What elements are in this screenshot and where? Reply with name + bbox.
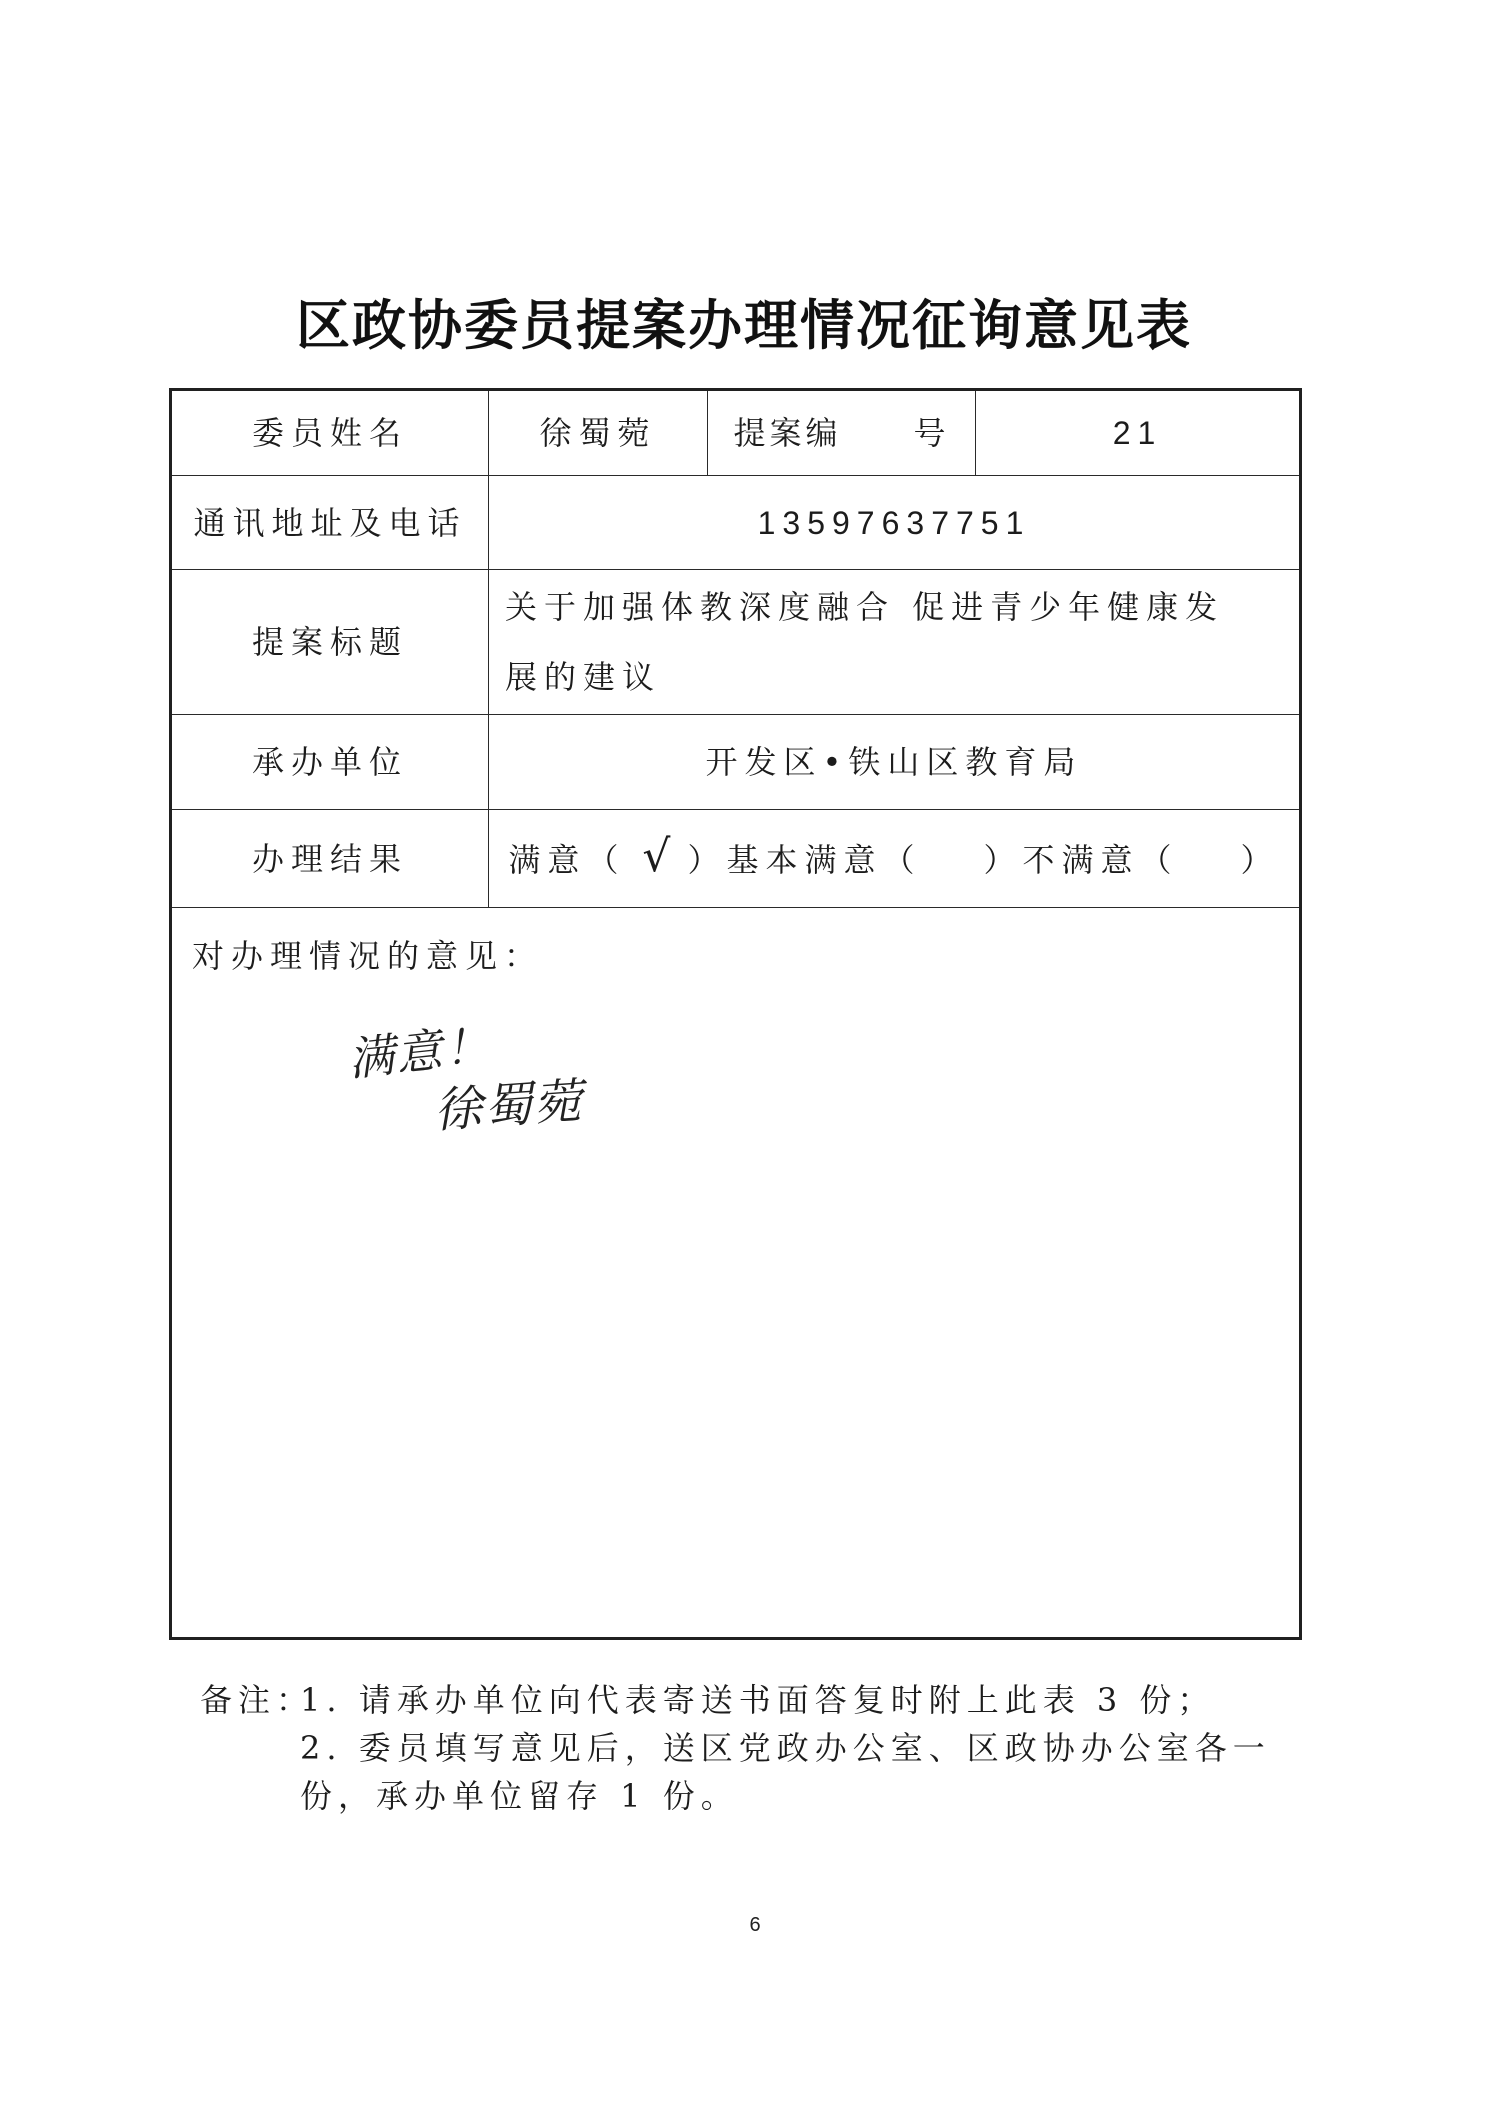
contact-value: 13597637751 <box>489 476 1301 570</box>
proposal-number-value: 21 <box>976 390 1301 476</box>
proposal-number-label: 提案编 号 <box>708 390 976 476</box>
page-number: 6 <box>749 1914 761 1936</box>
paren-open: （ <box>586 841 626 879</box>
notes-label: 备注： <box>200 1681 315 1719</box>
member-name-value: 徐蜀菀 <box>489 390 708 476</box>
paren-open: （ <box>1139 841 1179 879</box>
paren-close: ） <box>983 841 1023 879</box>
row-opinion <box>171 908 1301 1639</box>
handling-unit-label: 承办单位 <box>171 715 489 810</box>
result-option-basically-satisfied <box>726 841 1022 879</box>
opinion-label: 对办理情况的意见： <box>192 937 544 975</box>
handwritten-signature: 徐蜀菀 <box>432 1072 586 1140</box>
handling-unit-value: 开发区•铁山区教育局 <box>489 715 1301 810</box>
result-options <box>508 831 1280 882</box>
row-proposal-title <box>171 570 1301 715</box>
proposal-title-value: 关于加强体教深度融合 促进青少年健康发展的建议 <box>489 570 1301 715</box>
opinion-cell <box>171 908 1301 1639</box>
notes-line-2: 2. 委员填写意见后，送区党政办公室、区政协办公室各一 <box>300 1729 1271 1767</box>
contact-label: 通讯地址及电话 <box>171 476 489 570</box>
option-label: 不满意 <box>1022 841 1140 879</box>
row-handling-unit <box>171 715 1301 810</box>
row-member <box>171 390 1301 476</box>
proposal-title-label: 提案标题 <box>171 570 489 715</box>
row-result <box>171 810 1301 908</box>
opinion-area <box>172 908 1299 1636</box>
member-name-label: 委员姓名 <box>171 390 489 476</box>
row-contact <box>171 476 1301 570</box>
result-option-satisfied <box>508 831 727 882</box>
option-label: 基本满意 <box>726 841 883 879</box>
check-mark: √ <box>642 831 671 882</box>
result-option-unsatisfied <box>1023 841 1280 879</box>
opinion-form-table <box>169 388 1302 1640</box>
document-title: 区政协委员提案办理情况征询意见表 <box>296 293 1192 357</box>
notes-block <box>200 1676 1400 1820</box>
paren-open: （ <box>882 841 922 879</box>
paren-close: ） <box>1240 841 1280 879</box>
notes-line-1: 1. 请承办单位向代表寄送书面答复时附上此表 3 份； <box>300 1681 1216 1719</box>
paren-close: ） <box>687 841 727 879</box>
option-label: 满意 <box>508 841 587 879</box>
handwritten-comment: 满意！ <box>345 1017 495 1087</box>
notes-line-3: 份，承办单位留存 1 份。 <box>300 1777 739 1815</box>
result-cell <box>489 810 1301 908</box>
result-label: 办理结果 <box>171 810 489 908</box>
